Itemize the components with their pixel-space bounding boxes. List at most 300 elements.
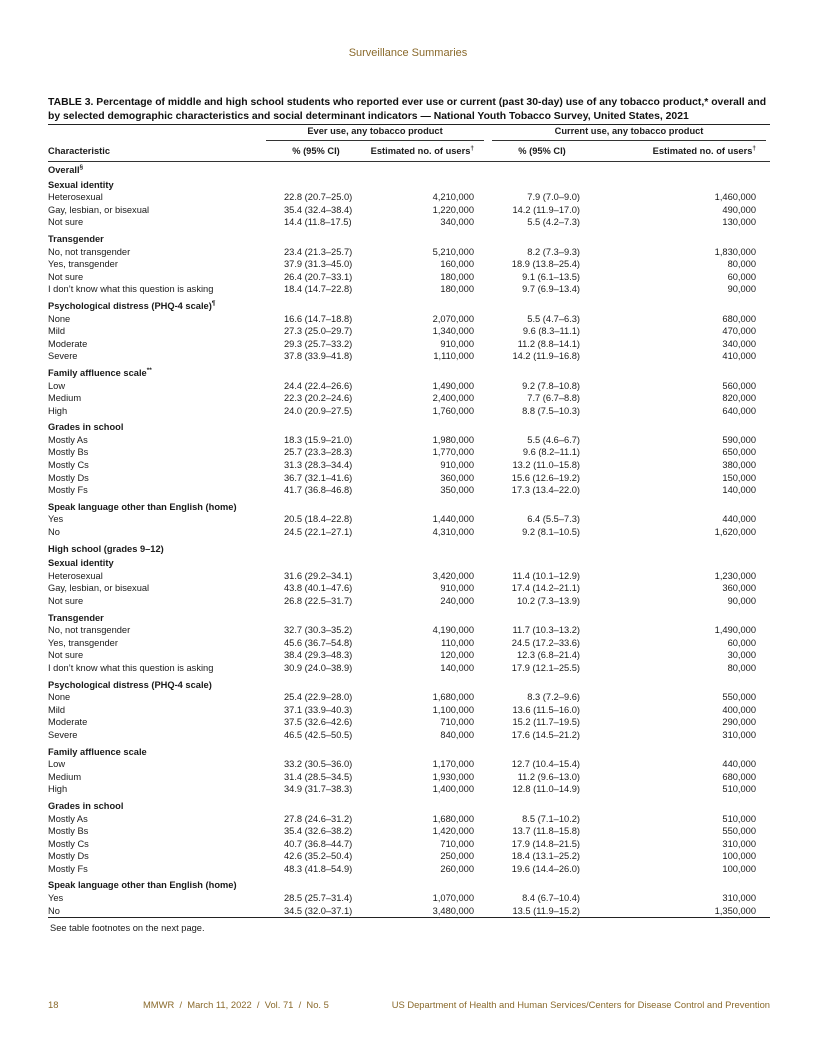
ever-use-users: 1,340,000 (432, 326, 475, 337)
row-label: Heterosexual (48, 192, 103, 203)
current-use-users: 290,000 (722, 717, 757, 728)
section-heading-row (48, 177, 770, 192)
current-use-users: 560,000 (722, 380, 757, 391)
current-use-users: 100,000 (722, 863, 757, 874)
row-label: Not sure (48, 217, 84, 228)
row-label: Mostly Ds (48, 472, 89, 483)
current-use-users: 470,000 (722, 326, 757, 337)
ever-use-pct: 26.4 (20.7–33.1) (284, 271, 353, 282)
journal-citation: MMWR / March 11, 2022 / Vol. 71 / No. 5 (143, 999, 329, 1010)
ever-use-pct: 27.3 (25.0–29.7) (284, 326, 353, 337)
table-title: TABLE 3. Percentage of middle and high school students who reported ever use or current (past 30-day) use of any tobacco product,* overall and by selected demographic characteristics and social determinant indicators — National Youth Tobacco Survey, United States, 2021 (48, 97, 767, 122)
group-header-current-label: Current use, any tobacco product (492, 125, 766, 141)
section-heading-row (48, 610, 770, 625)
current-use-pct: 7.9 (7.0–9.0) (527, 192, 581, 203)
row-label: Low (48, 380, 66, 391)
current-use-users: 140,000 (722, 485, 757, 496)
current-use-pct: 17.9 (14.8–21.5) (511, 838, 581, 849)
row-label: Mild (48, 326, 66, 337)
ever-use-pct: 25.7 (23.3–28.3) (284, 447, 353, 458)
ever-use-users: 240,000 (440, 596, 475, 606)
column-header-row (48, 141, 770, 162)
current-use-users: 30,000 (727, 650, 757, 661)
section-heading (48, 677, 770, 692)
current-use-users: 1,490,000 (714, 625, 757, 636)
table-row (48, 729, 770, 744)
table-row (48, 691, 770, 704)
ever-use-users: 1,070,000 (432, 893, 475, 904)
current-use-pct: 10.2 (7.3–13.9) (516, 596, 581, 606)
ever-use-pct: 33.2 (30.5–36.0) (284, 759, 353, 770)
ever-use-pct: 37.5 (32.6–42.6) (284, 717, 353, 728)
ever-use-pct: 14.4 (11.8–17.5) (284, 217, 352, 228)
current-use-pct: 11.4 (10.1–12.9) (512, 570, 581, 581)
ever-use-users: 1,680,000 (432, 813, 475, 824)
col-header-ever-users-label: Estimated no. of users (370, 145, 471, 156)
current-use-users: 680,000 (722, 313, 757, 324)
table-row (48, 662, 770, 677)
ever-use-users: 140,000 (440, 662, 475, 673)
section-heading-row (48, 744, 770, 759)
current-use-pct: 24.5 (17.2–33.6) (511, 637, 581, 648)
ever-use-users: 3,420,000 (432, 570, 475, 581)
section-heading (48, 162, 770, 177)
ever-use-pct: 34.9 (31.7–38.3) (284, 784, 353, 795)
table-row (48, 758, 770, 771)
table-row (48, 283, 770, 298)
ever-use-pct: 42.6 (35.2–50.4) (284, 851, 353, 862)
section-heading-label: Speak language other than English (home) (48, 880, 237, 891)
table-row (48, 191, 770, 204)
ever-use-pct: 31.3 (28.3–34.4) (284, 460, 353, 471)
ever-use-pct: 43.8 (40.1–47.6) (284, 583, 353, 594)
current-use-pct: 11.2 (8.8–14.1) (517, 338, 581, 349)
table-row (48, 325, 770, 338)
section-heading (48, 231, 770, 246)
current-use-users: 1,460,000 (714, 192, 757, 203)
current-use-pct: 18.9 (13.8–25.4) (511, 259, 581, 270)
ever-use-pct: 35.4 (32.6–38.2) (284, 826, 353, 837)
table-row (48, 271, 770, 284)
ever-use-users: 250,000 (440, 851, 475, 862)
ever-use-users: 1,420,000 (432, 826, 475, 837)
current-use-users: 100,000 (722, 851, 757, 862)
current-use-pct: 9.6 (8.3–11.1) (522, 326, 581, 337)
current-use-pct: 8.3 (7.2–9.6) (527, 692, 581, 703)
section-heading (48, 555, 770, 570)
ever-use-pct: 20.5 (18.4–22.8) (284, 514, 353, 525)
section-heading (48, 877, 770, 892)
row-label: Mild (48, 704, 66, 715)
current-use-users: 90,000 (727, 284, 757, 295)
row-label: No, not transgender (48, 625, 131, 636)
table-row (48, 338, 770, 351)
current-use-users: 60,000 (727, 271, 757, 282)
running-head: Surveillance Summaries (348, 47, 468, 59)
table-row (48, 392, 770, 405)
section-heading (48, 744, 770, 759)
ever-use-pct: 23.4 (21.3–25.7) (284, 246, 353, 257)
current-use-users: 400,000 (722, 704, 757, 715)
current-use-pct: 12.7 (10.4–15.4) (511, 759, 581, 770)
table-row (48, 459, 770, 472)
ever-use-users: 2,070,000 (432, 313, 475, 324)
table-row (48, 582, 770, 595)
current-use-pct: 17.6 (14.5–21.2) (511, 729, 581, 740)
ever-use-pct: 24.4 (22.4–26.6) (284, 380, 353, 391)
section-heading-row (48, 365, 770, 380)
current-use-users: 310,000 (722, 729, 757, 740)
ever-use-pct: 36.7 (32.1–41.6) (284, 472, 353, 483)
col-header-current-users-mark: † (752, 144, 757, 152)
ever-use-users: 1,220,000 (432, 204, 475, 215)
ever-use-pct: 27.8 (24.6–31.2) (284, 813, 353, 824)
ever-use-users: 1,110,000 (433, 351, 475, 362)
section-heading-row (48, 798, 770, 813)
current-use-pct: 11.7 (10.3–13.2) (512, 625, 581, 636)
ever-use-pct: 25.4 (22.9–28.0) (284, 692, 353, 703)
current-use-pct: 8.8 (7.5–10.3) (522, 405, 581, 416)
ever-use-users: 1,400,000 (432, 784, 475, 795)
section-heading-label: Transgender (48, 612, 104, 623)
table-body (48, 162, 770, 918)
group-header-current (488, 125, 770, 141)
current-use-users: 680,000 (722, 771, 757, 782)
ever-use-users: 5,210,000 (432, 246, 475, 257)
current-use-pct: 5.5 (4.6–6.7) (527, 434, 581, 445)
section-heading-row (48, 677, 770, 692)
row-label: Not sure (48, 650, 84, 661)
ever-use-pct: 34.5 (32.0–37.1) (284, 905, 353, 916)
current-use-pct: 8.2 (7.3–9.3) (527, 246, 581, 257)
row-label: Mostly Bs (48, 447, 89, 458)
current-use-users: 310,000 (722, 838, 757, 849)
section-heading-label: Sexual identity (48, 179, 114, 190)
current-use-pct: 8.5 (7.1–10.2) (522, 813, 581, 824)
current-use-pct: 17.4 (14.2–21.1) (511, 583, 581, 594)
ever-use-users: 910,000 (440, 338, 475, 349)
section-heading-row (48, 231, 770, 246)
table-row (48, 783, 770, 798)
current-use-users: 550,000 (722, 826, 757, 837)
current-use-pct: 14.2 (11.9–17.0) (512, 204, 581, 215)
col-header-current-pct: % (95% CI) (488, 141, 596, 162)
row-label: Mostly As (48, 813, 88, 824)
current-use-pct: 18.4 (13.1–25.2) (511, 851, 581, 862)
current-use-users: 130,000 (722, 217, 757, 228)
row-label: Mostly Cs (48, 838, 89, 849)
row-label: Yes (48, 514, 64, 525)
col-header-ever-users-mark: † (470, 144, 475, 152)
ever-use-users: 4,210,000 (432, 192, 475, 203)
section-heading-row (48, 419, 770, 434)
ever-use-pct: 31.6 (29.2–34.1) (284, 570, 353, 581)
table-row (48, 905, 770, 918)
ever-use-pct: 31.4 (28.5–34.5) (284, 771, 353, 782)
table-row (48, 204, 770, 217)
table-row (48, 446, 770, 459)
row-label: Mostly Fs (48, 485, 88, 496)
current-use-users: 410,000 (722, 351, 757, 362)
ever-use-users: 180,000 (440, 284, 475, 295)
table-row (48, 825, 770, 838)
ever-use-pct: 37.8 (33.9–41.8) (284, 351, 353, 362)
row-label: Mostly As (48, 434, 88, 445)
row-label: Mostly Ds (48, 851, 89, 862)
current-use-users: 1,350,000 (714, 905, 757, 916)
ever-use-users: 1,680,000 (432, 692, 475, 703)
current-use-users: 90,000 (727, 596, 757, 606)
ever-use-users: 1,770,000 (432, 447, 475, 458)
current-use-users: 80,000 (727, 662, 757, 673)
current-use-pct: 14.2 (11.9–16.8) (512, 351, 581, 362)
ever-use-users: 710,000 (440, 717, 475, 728)
current-use-users: 150,000 (722, 472, 757, 483)
ever-use-pct: 18.3 (15.9–21.0) (284, 434, 353, 445)
group-header-row (48, 125, 770, 141)
ever-use-pct: 32.7 (30.3–35.2) (284, 625, 353, 636)
section-heading-label: Sexual identity (48, 558, 114, 569)
row-label: No (48, 527, 60, 538)
section-heading (48, 365, 770, 380)
table-row (48, 704, 770, 717)
row-label: I don’t know what this question is asking (48, 284, 214, 295)
ever-use-pct: 29.3 (25.7–33.2) (284, 338, 353, 349)
current-use-pct: 11.2 (9.6–13.0) (517, 771, 581, 782)
table-row (48, 892, 770, 905)
section-heading-label: Speak language other than English (home) (48, 501, 237, 512)
current-use-pct: 9.2 (7.8–10.8) (522, 380, 581, 391)
ever-use-pct: 28.5 (25.7–31.4) (284, 893, 353, 904)
section-heading (48, 610, 770, 625)
ever-use-pct: 22.3 (20.2–24.6) (284, 393, 353, 404)
current-use-pct: 13.5 (11.9–15.2) (512, 905, 581, 916)
ever-use-users: 4,310,000 (432, 527, 475, 538)
row-label: None (48, 313, 71, 324)
current-use-users: 360,000 (722, 583, 757, 594)
ever-use-pct: 35.4 (32.4–38.4) (284, 204, 353, 215)
ever-use-users: 840,000 (440, 729, 475, 740)
ever-use-users: 1,930,000 (432, 771, 475, 782)
ever-use-users: 910,000 (440, 583, 475, 594)
table-row (48, 258, 770, 271)
data-table-container (48, 124, 770, 933)
section-heading-row (48, 298, 770, 313)
row-label: Yes, transgender (48, 637, 118, 648)
row-label: High (48, 784, 68, 795)
current-use-pct: 15.6 (12.6–19.2) (511, 472, 581, 483)
current-use-users: 590,000 (722, 434, 757, 445)
section-heading (48, 298, 770, 313)
ever-use-users: 4,190,000 (432, 625, 475, 636)
row-label: No, not transgender (48, 246, 131, 257)
col-header-ever-pct: % (95% CI) (262, 141, 370, 162)
table-row (48, 484, 770, 499)
current-use-users: 510,000 (722, 784, 757, 795)
section-heading-row (48, 499, 770, 514)
current-use-users: 440,000 (722, 514, 757, 525)
ever-use-users: 350,000 (440, 485, 475, 496)
current-use-pct: 15.2 (11.7–19.5) (512, 717, 581, 728)
ever-use-users: 1,980,000 (432, 434, 475, 445)
row-label: Mostly Cs (48, 460, 89, 471)
section-heading-label: Family affluence scale (48, 367, 147, 378)
current-use-users: 510,000 (722, 813, 757, 824)
row-label: No (48, 905, 60, 916)
section-heading-label: Psychological distress (PHQ-4 scale) (48, 300, 212, 311)
table-row (48, 313, 770, 326)
table-row (48, 813, 770, 826)
current-use-pct: 12.3 (6.8–21.4) (516, 650, 581, 661)
ever-use-users: 360,000 (440, 472, 475, 483)
current-use-users: 1,620,000 (714, 527, 757, 538)
row-label: Not sure (48, 596, 84, 606)
table-row (48, 637, 770, 650)
ever-use-pct: 40.7 (36.8–44.7) (284, 838, 353, 849)
ever-use-users: 110,000 (441, 637, 475, 648)
section-heading (48, 499, 770, 514)
current-use-users: 60,000 (727, 637, 757, 648)
section-heading-label: Psychological distress (PHQ-4 scale) (48, 679, 212, 690)
row-label: Severe (48, 351, 78, 362)
table-row (48, 624, 770, 637)
ever-use-users: 910,000 (440, 460, 475, 471)
page-footer (48, 999, 770, 1013)
row-label: Moderate (48, 717, 88, 728)
table-row (48, 246, 770, 259)
current-use-users: 310,000 (722, 893, 757, 904)
table-row (48, 513, 770, 526)
ever-use-pct: 26.8 (22.5–31.7) (284, 596, 353, 606)
footnote-mark: ¶ (211, 299, 216, 307)
row-label: Yes, transgender (48, 259, 118, 270)
table-row (48, 350, 770, 365)
ever-use-users: 120,000 (440, 650, 475, 661)
current-use-pct: 9.7 (6.9–13.4) (522, 284, 581, 295)
row-label: Mostly Bs (48, 826, 89, 837)
ever-use-pct: 45.6 (36.7–54.8) (284, 637, 353, 648)
row-label: Medium (48, 393, 82, 404)
ever-use-pct: 24.0 (20.9–27.5) (284, 405, 353, 416)
row-label: Moderate (48, 338, 88, 349)
ever-use-pct: 41.7 (36.8–46.8) (284, 485, 353, 496)
ever-use-users: 1,100,000 (432, 704, 475, 715)
current-use-pct: 19.6 (14.4–26.0) (511, 863, 581, 874)
current-use-users: 340,000 (722, 338, 757, 349)
table-row (48, 838, 770, 851)
table-row (48, 850, 770, 863)
data-table (48, 125, 770, 917)
ever-use-users: 3,480,000 (432, 905, 475, 916)
current-use-pct: 13.6 (11.5–16.0) (512, 704, 581, 715)
page-number: 18 (48, 999, 59, 1010)
row-label: High (48, 405, 68, 416)
current-use-pct: 6.4 (5.5–7.3) (527, 514, 581, 525)
group-header-blank (48, 125, 262, 141)
current-use-pct: 9.1 (6.1–13.5) (522, 271, 581, 282)
current-use-pct: 9.6 (8.2–11.1) (522, 447, 581, 458)
table-row (48, 526, 770, 541)
footnote-mark: ** (146, 366, 152, 374)
table-note: See table footnotes on the next page. (50, 923, 205, 934)
row-label: Not sure (48, 271, 84, 282)
table-row (48, 771, 770, 784)
current-use-pct: 9.2 (8.1–10.5) (522, 527, 581, 538)
current-use-users: 490,000 (722, 204, 757, 215)
ever-use-users: 260,000 (440, 863, 475, 874)
ever-use-users: 1,440,000 (432, 514, 475, 525)
table-row (48, 716, 770, 729)
ever-use-pct: 24.5 (22.1–27.1) (284, 527, 353, 538)
ever-use-users: 160,000 (440, 259, 475, 270)
ever-use-pct: 16.6 (14.7–18.8) (284, 313, 353, 324)
section-heading-label: Family affluence scale (48, 746, 147, 757)
row-label: None (48, 692, 71, 703)
current-use-pct: 8.4 (6.7–10.4) (522, 893, 581, 904)
section-heading-row (48, 162, 770, 177)
col-header-current-users (596, 141, 770, 162)
table-row (48, 216, 770, 231)
row-label: Heterosexual (48, 570, 103, 581)
current-use-pct: 7.7 (6.7–8.8) (527, 393, 581, 404)
ever-use-pct: 18.4 (14.7–22.8) (284, 284, 353, 295)
ever-use-pct: 38.4 (29.3–48.3) (284, 650, 353, 661)
row-label: Gay, lesbian, or bisexual (48, 583, 150, 594)
ever-use-users: 710,000 (440, 838, 475, 849)
col-header-current-users-label: Estimated no. of users (652, 145, 753, 156)
section-heading-row (48, 541, 770, 556)
section-heading (48, 177, 770, 192)
current-use-pct: 5.5 (4.2–7.3) (527, 217, 581, 228)
current-use-users: 1,230,000 (714, 570, 757, 581)
current-use-users: 80,000 (727, 259, 757, 270)
current-use-pct: 13.7 (11.8–15.8) (512, 826, 581, 837)
current-use-pct: 12.8 (11.0–14.9) (512, 784, 581, 795)
section-heading-label: Transgender (48, 233, 104, 244)
table-row (48, 472, 770, 485)
ever-use-users: 180,000 (440, 271, 475, 282)
table-row (48, 649, 770, 662)
row-label: Mostly Fs (48, 863, 88, 874)
ever-use-pct: 37.1 (33.9–40.3) (284, 704, 353, 715)
row-label: I don’t know what this question is asking (48, 662, 214, 673)
agency-name: US Department of Health and Human Services/Centers for Disease Control and Prevention (391, 999, 770, 1010)
current-use-pct: 5.5 (4.7–6.3) (527, 313, 581, 324)
current-use-users: 820,000 (722, 393, 757, 404)
table-row (48, 405, 770, 420)
section-heading-row (48, 877, 770, 892)
table-row (48, 380, 770, 393)
section-heading-label: High school (grades 9–12) (48, 543, 164, 554)
table-row (48, 863, 770, 878)
ever-use-pct: 37.9 (31.3–45.0) (284, 259, 353, 270)
row-label: Low (48, 759, 66, 770)
section-heading-row (48, 555, 770, 570)
current-use-pct: 17.9 (12.1–25.5) (511, 662, 581, 673)
row-label: Gay, lesbian, or bisexual (48, 204, 150, 215)
col-header-ever-users (370, 141, 488, 162)
current-use-users: 380,000 (722, 460, 757, 471)
current-use-pct: 13.2 (11.0–15.8) (512, 460, 581, 471)
current-use-users: 640,000 (722, 405, 757, 416)
section-heading-label: Grades in school (48, 422, 124, 433)
row-label: Yes (48, 893, 64, 904)
section-heading (48, 419, 770, 434)
ever-use-pct: 22.8 (20.7–25.0) (284, 192, 353, 203)
ever-use-users: 1,760,000 (432, 405, 475, 416)
group-header-ever-label: Ever use, any tobacco product (266, 125, 484, 141)
ever-use-pct: 30.9 (24.0–38.9) (284, 662, 353, 673)
